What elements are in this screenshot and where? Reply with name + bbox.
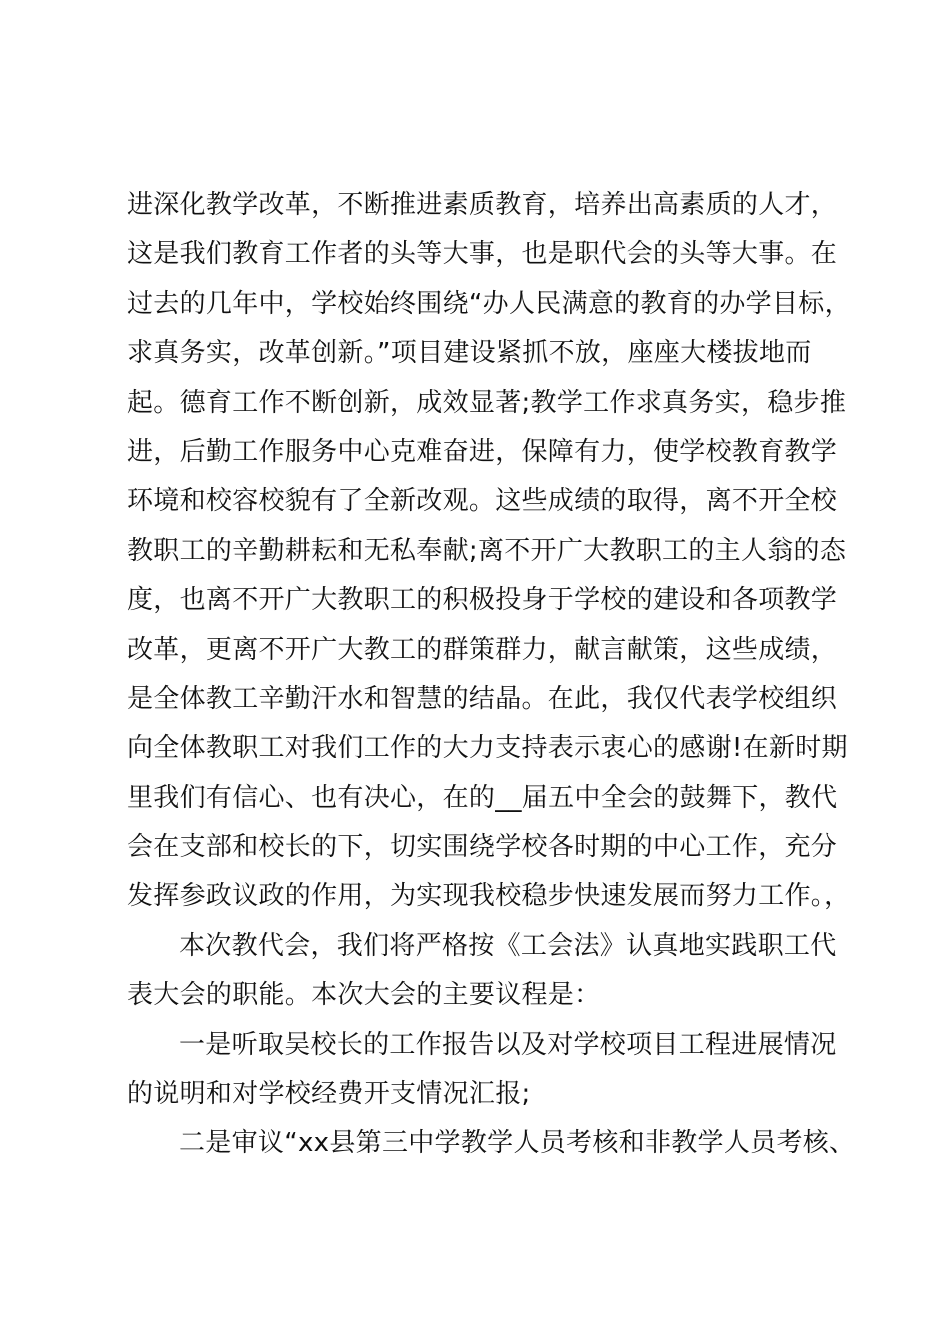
text-line: 教职工的辛勤耕耘和无私奉献;离不开广大教职工的主人翁的态 bbox=[127, 535, 847, 566]
body-text bbox=[127, 181, 867, 1169]
text-line: 向全体教职工对我们工作的大力支持表示衷心的感谢!在新时期 bbox=[127, 733, 848, 764]
text-line: 是全体教工辛勤汗水和智慧的结晶。在此，我仅代表学校组织 bbox=[127, 683, 838, 714]
text-line: 进，后勤工作服务中心克难奋进，保障有力，使学校教育教学 bbox=[127, 436, 838, 467]
text-line: 进深化教学改革，不断推进素质教育，培养出高素质的人才， bbox=[127, 190, 838, 220]
text-line: 度，也离不开广大教职工的积极投身于学校的建设和各项教学 bbox=[127, 585, 838, 616]
text-line: 发挥参政议政的作用，为实现我校稳步快速发展而努力工作。， bbox=[127, 881, 851, 912]
paragraph-start-line: 一是听取吴校长的工作报告以及对学校项目工程进展情况 bbox=[179, 1029, 837, 1060]
paragraph-start-line: 二是审议“xx县第三中学教学人员考核和非教学人员考核、 bbox=[179, 1128, 856, 1159]
text-line: 求真务实，改革创新。”项目建设紧抓不放，座座大楼拔地而 bbox=[127, 338, 812, 369]
text-line: 的说明和对学校经费开支情况汇报; bbox=[127, 1079, 531, 1110]
text-line: 环境和校容校貌有了全新改观。这些成绩的取得，离不开全校 bbox=[127, 486, 838, 517]
text-line: 过去的几年中，学校始终围绕“办人民满意的教育的办学目标， bbox=[127, 288, 851, 319]
text-line: 里我们有信心、也有决心，在的__届五中全会的鼓舞下，教代 bbox=[127, 782, 838, 813]
text-line: 表大会的职能。本次大会的主要议程是： bbox=[127, 980, 601, 1011]
text-line: 会在支部和校长的下，切实围绕学校各时期的中心工作，充分 bbox=[127, 832, 838, 863]
text-line: 这是我们教育工作者的头等大事，也是职代会的头等大事。在 bbox=[127, 239, 838, 270]
text-line: 起。德育工作不断创新，成效显著;教学工作求真务实，稳步推 bbox=[127, 387, 847, 418]
text-line: 改革，更离不开广大教工的群策群力，献言献策，这些成绩， bbox=[127, 634, 838, 665]
paragraph-start-line: 本次教代会，我们将严格按《工会法》认真地实践职工代 bbox=[179, 930, 837, 961]
